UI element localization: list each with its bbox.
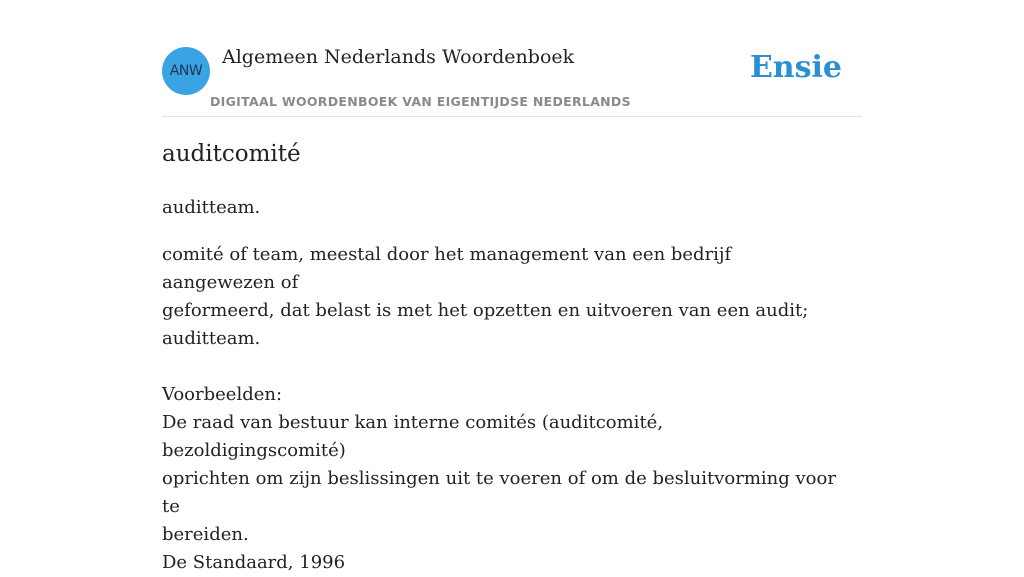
- ensie-brand-logo[interactable]: Ensie: [749, 50, 842, 85]
- definition-line: comité of team, meestal door het management van een bedrijf aangewezen of: [162, 244, 732, 293]
- examples-label: Voorbeelden:: [162, 384, 283, 405]
- example-line: De raad van bestuur kan interne comités (auditcomité, bezoldigingscomité): [162, 412, 664, 461]
- definition-line: geformeerd, dat belast is met het opzetten en uitvoeren van een audit;: [162, 300, 809, 321]
- dictionary-title[interactable]: Algemeen Nederlands Woordenboek: [222, 46, 575, 68]
- full-definition: [162, 241, 842, 353]
- short-definition: auditteam.: [162, 197, 261, 218]
- example-line: bereiden.: [162, 524, 249, 545]
- examples-section: [162, 381, 842, 577]
- dictionary-subtitle: DIGITAAL WOORDENBOEK VAN EIGENTIJDSE NEDERLANDS: [210, 94, 631, 109]
- logo-text: ANW: [169, 63, 203, 79]
- entry-headword: auditcomité: [162, 141, 301, 167]
- example-line: oprichten om zijn beslissingen uit te voeren of om de besluitvorming voor te: [162, 468, 836, 517]
- entry-content: [162, 138, 842, 577]
- site-header: [162, 0, 862, 117]
- definition-line: auditteam.: [162, 328, 261, 349]
- example-source: De Standaard, 1996: [162, 552, 346, 573]
- anw-logo[interactable]: [162, 47, 210, 95]
